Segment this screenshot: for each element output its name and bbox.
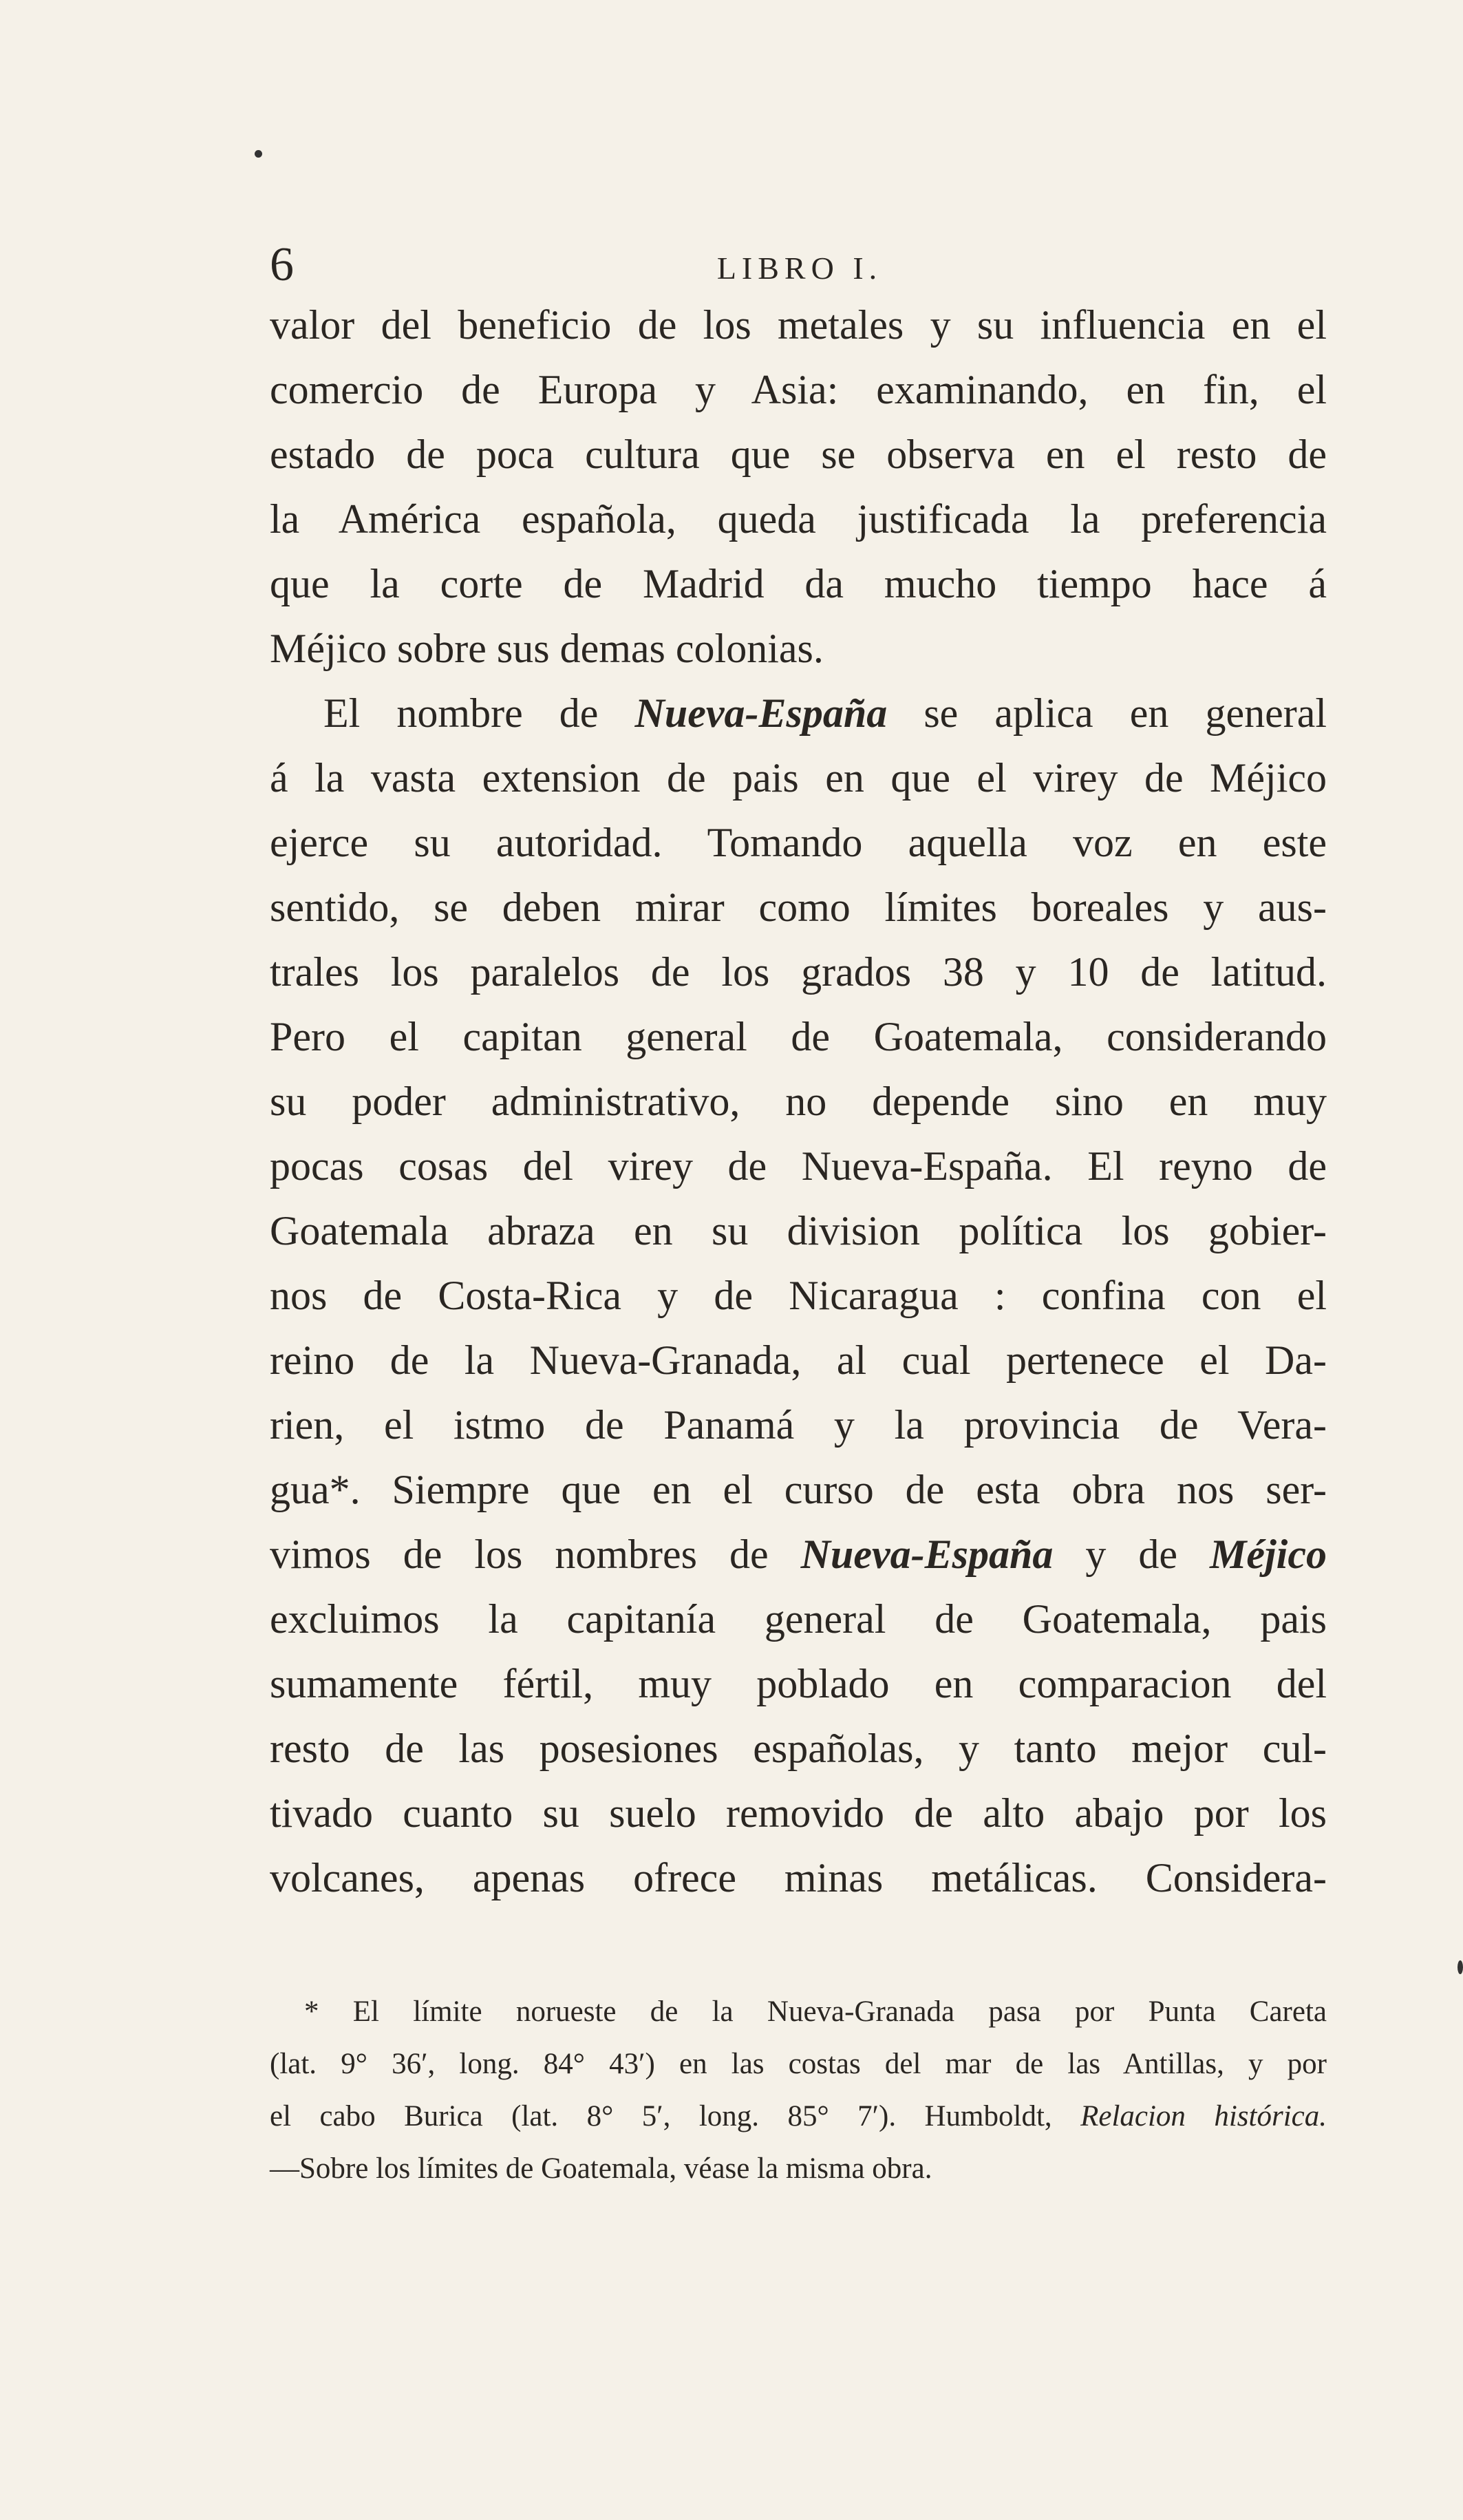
text-line: Goatemala abraza en su division política los gobier-	[270, 1208, 1327, 1253]
text-line: gua*. Siempre que en el curso de esta obra nos ser-	[270, 1467, 1327, 1512]
text-line: excluimos la capitanía general de Goatemala, pais	[270, 1596, 1327, 1642]
text-line: la América española, queda justificada la preferencia	[270, 496, 1327, 542]
text-line: su poder administrativo, no depende sino en muy	[270, 1079, 1327, 1124]
italic-term: Nueva-España	[634, 690, 888, 736]
text-line: pocas cosas del virey de Nueva-España. El reyno de	[270, 1143, 1327, 1189]
text-line: Méjico sobre sus demas colonias.	[270, 626, 824, 671]
text-line: trales los paralelos de los grados 38 y 10 de latitud.	[270, 949, 1327, 995]
footnote	[270, 1986, 1327, 2195]
body-text	[270, 293, 1327, 1910]
italic-citation: Relacion histórica.	[1080, 2100, 1327, 2132]
italic-term: Méjico	[1210, 1532, 1327, 1577]
footnote-line: * El límite norueste de la Nueva-Granada pasa por Punta Careta	[304, 1995, 1327, 2028]
text-line: reino de la Nueva-Granada, al cual pertenece el Da-	[270, 1337, 1327, 1383]
text-line: volcanes, apenas ofrece minas metálicas. Considera-	[270, 1855, 1327, 1900]
text-line: nos de Costa-Rica y de Nicaragua : confina con el	[270, 1273, 1327, 1318]
text-line: sumamente fértil, muy poblado en comparacion del	[270, 1661, 1327, 1706]
text-line: valor del beneficio de los metales y su influencia en el	[270, 302, 1327, 348]
text-line: Pero el capitan general de Goatemala, considerando	[270, 1014, 1327, 1059]
running-head: LIBRO I.	[716, 251, 883, 286]
page-header	[270, 234, 1329, 296]
text-run: y de	[1053, 1532, 1210, 1577]
text-line: rien, el istmo de Panamá y la provincia de Vera-	[270, 1402, 1327, 1448]
footnote-line	[270, 2090, 1327, 2143]
text-line: comercio de Europa y Asia: examinando, en fin, el	[270, 367, 1327, 412]
ink-speck	[255, 150, 262, 158]
text-line: tivado cuanto su suelo removido de alto abajo por los	[270, 1790, 1327, 1836]
text-run: El nombre de	[323, 690, 635, 736]
text-line	[270, 681, 1327, 745]
text-run: el cabo Burica (lat. 8° 5′, long. 85° 7′). Humboldt,	[270, 2100, 1081, 2132]
text-line	[270, 1522, 1327, 1587]
text-line: ejerce su autoridad. Tomando aquella voz en este	[270, 820, 1327, 865]
ink-speck	[1457, 1960, 1463, 1974]
footnote-line: —Sobre los límites de Goatemala, véase la misma obra.	[270, 2152, 932, 2185]
text-line: resto de las posesiones españolas, y tanto mejor cul-	[270, 1726, 1327, 1771]
text-run: se aplica en general	[887, 690, 1327, 736]
footnote-line: (lat. 9° 36′, long. 84° 43′) en las costas del mar de las Antillas, y por	[270, 2048, 1327, 2080]
text-line: á la vasta extension de pais en que el virey de Méjico	[270, 755, 1327, 801]
text-run: vimos de los nombres de	[270, 1532, 801, 1577]
page-number: 6	[270, 238, 294, 291]
text-line: sentido, se deben mirar como límites boreales y aus-	[270, 885, 1327, 930]
italic-term: Nueva-España	[800, 1532, 1054, 1577]
text-line: estado de poca cultura que se observa en el resto de	[270, 432, 1327, 477]
text-line: que la corte de Madrid da mucho tiempo hace á	[270, 561, 1327, 606]
